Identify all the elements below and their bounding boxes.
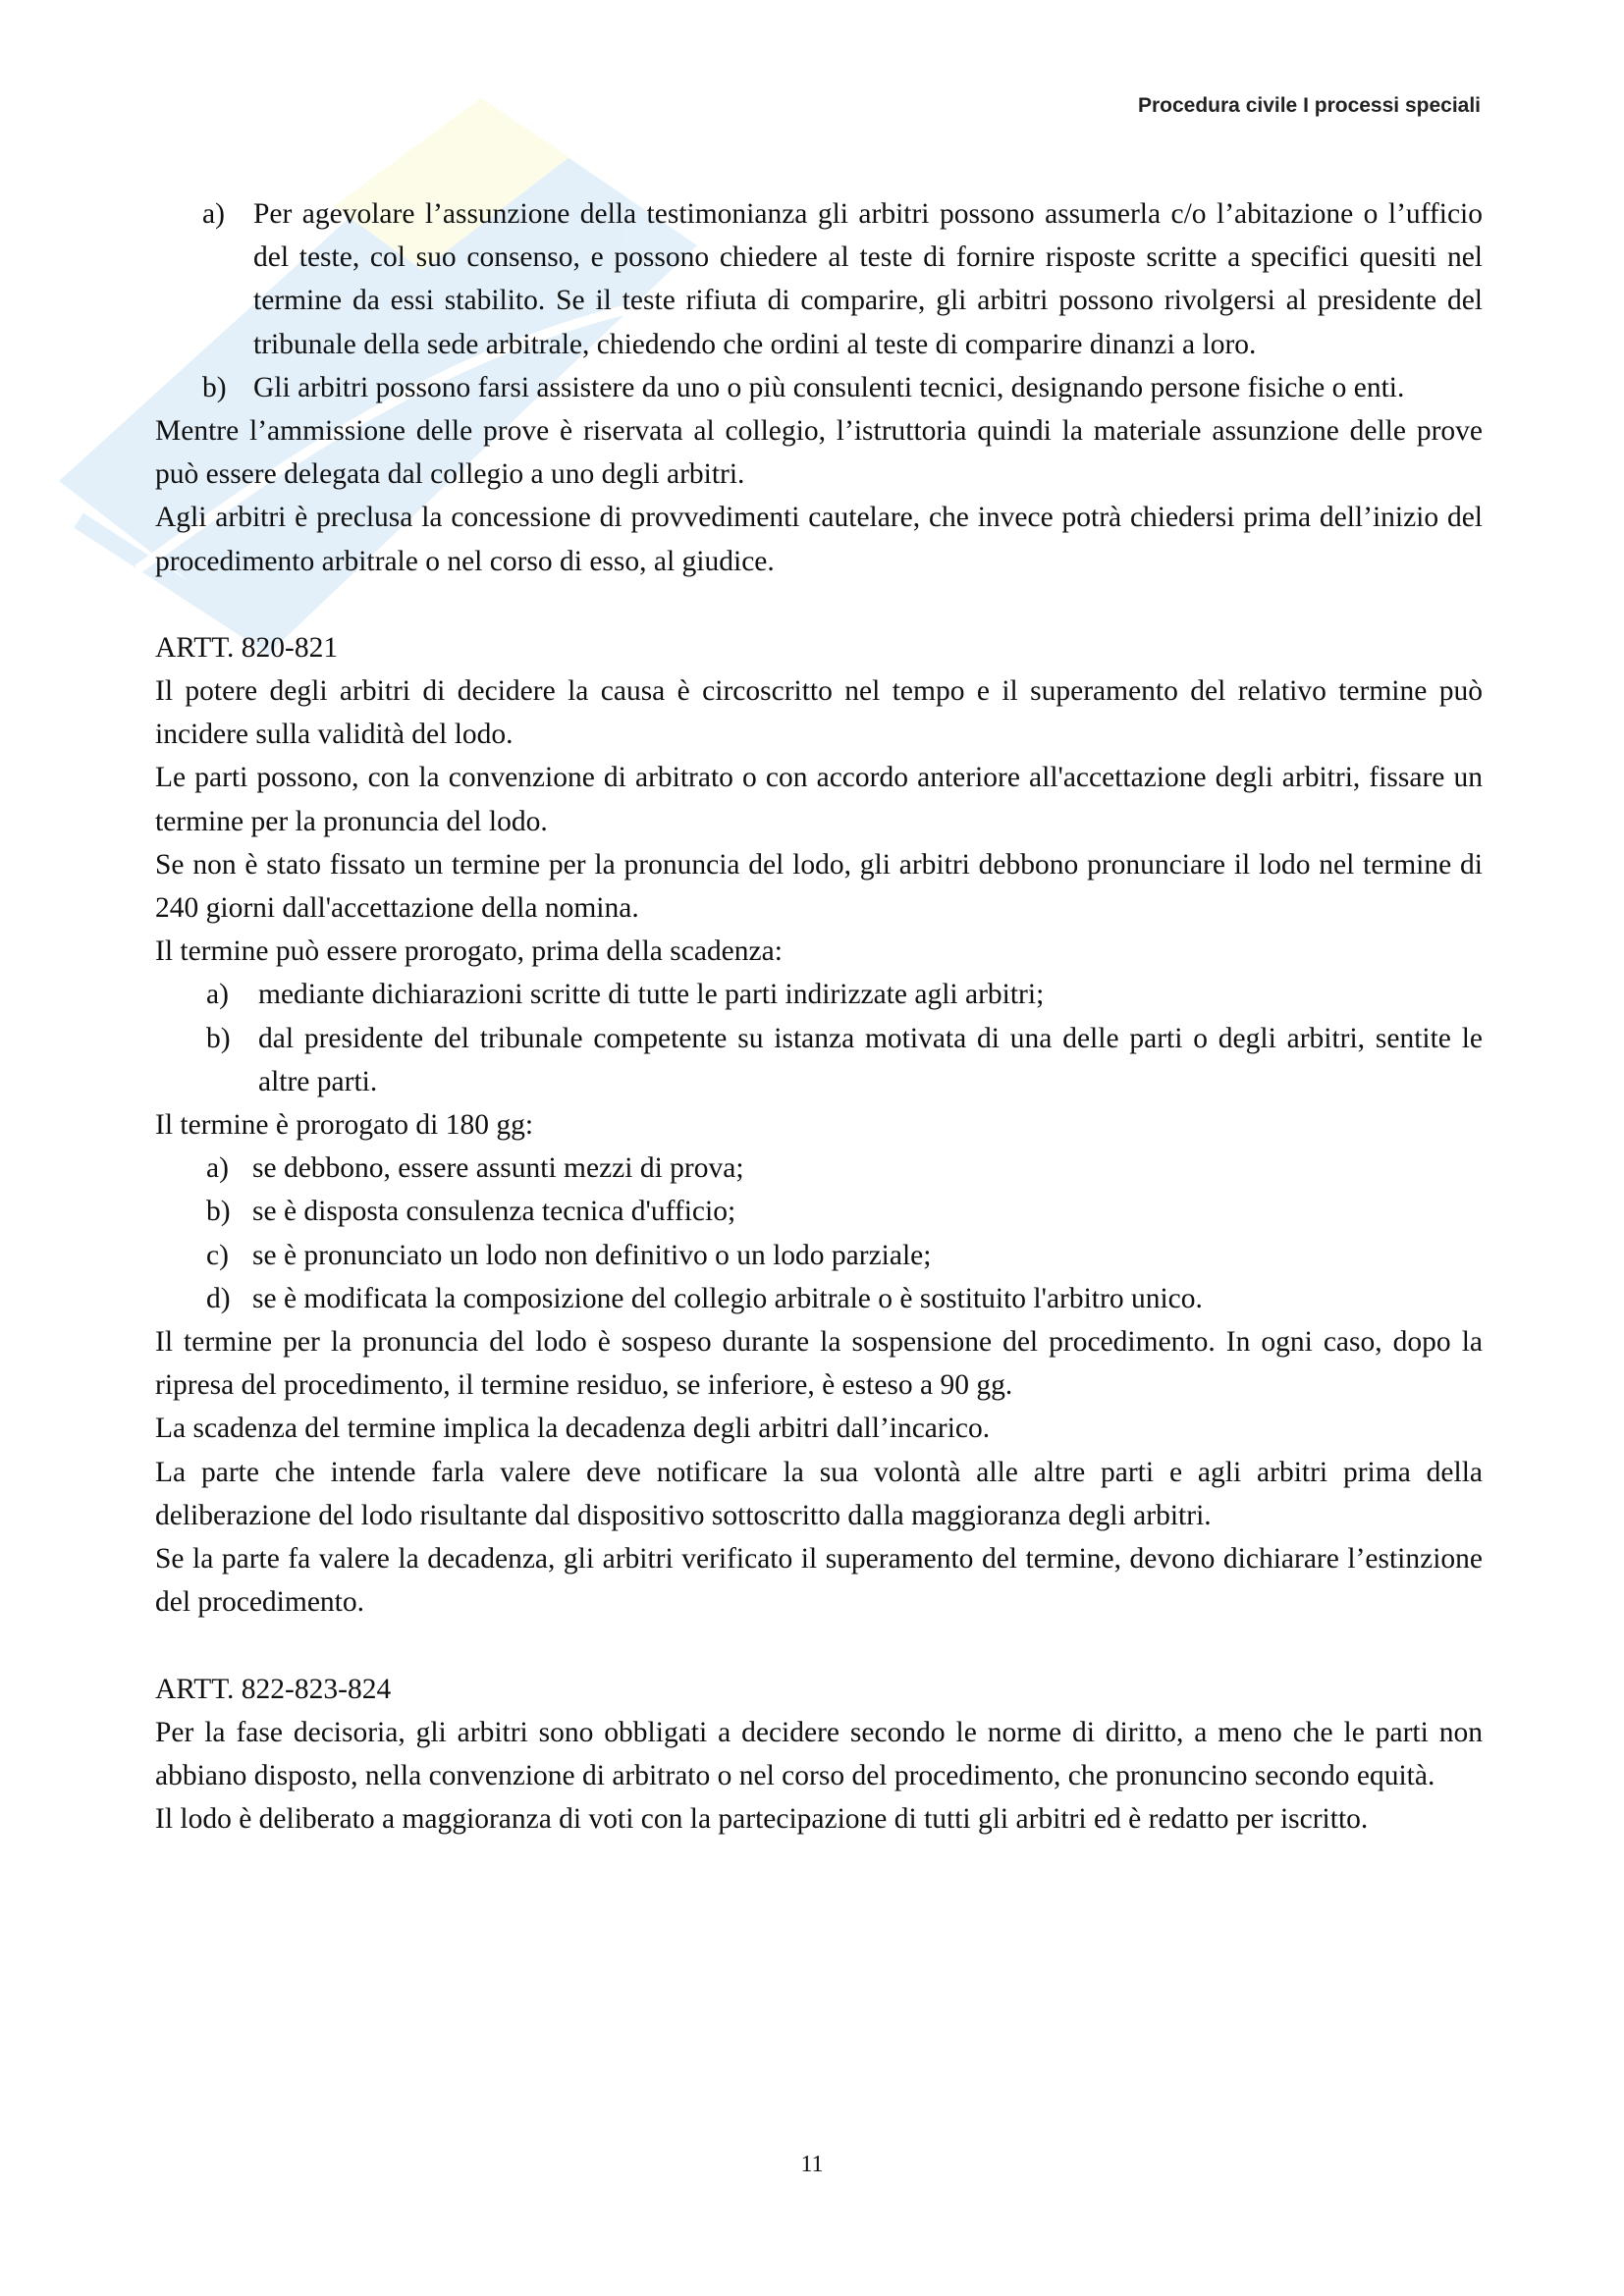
- paragraph: Per la fase decisoria, gli arbitri sono obbligati a decidere secondo le norme di diritto, a meno che le parti non abbiano disposto, nella convenzione di arbitrato o nel corso del procedimento, che pronuncino secondo equità.: [155, 1716, 1483, 1791]
- list-marker: b): [206, 1022, 231, 1054]
- list-text: Per agevolare l’assunzione della testimonianza gli arbitri possono assumerla c/o l’abitazione o l’ufficio del teste, col suo consenso, e possono chiedere al teste di fornire risposte scritte a specifici quesiti nel termine da essi stabilito. Se il teste rifiuta di comparire, gli arbitri possono rivolgersi al presidente del tribunale della sede arbitrale, chiedendo che ordini al teste di comparire dinanzi a loro.: [253, 198, 1483, 360]
- list-marker: a): [206, 979, 229, 1011]
- list-item: [155, 192, 1483, 366]
- paragraph: Mentre l’ammissione delle prove è riservata al collegio, l’istruttoria quindi la materiale assunzione delle prove può essere delegata dal collegio a uno degli arbitri.: [155, 415, 1483, 491]
- running-header: Procedura civile I processi speciali: [1137, 94, 1481, 117]
- spacer: [155, 583, 1483, 626]
- extension-list: [155, 973, 1483, 1103]
- list-text: se debbono, essere assunti mezzi di prova;: [252, 1152, 744, 1185]
- list-text: se è pronunciato un lodo non definitivo o un lodo parziale;: [252, 1239, 932, 1271]
- prorogation-list: [155, 1147, 1483, 1320]
- paragraph: Il lodo è deliberato a maggioranza di voti con la partecipazione di tutti gli arbitri ed è redatto per iscritto.: [155, 1803, 1369, 1836]
- list-text: dal presidente del tribunale competente su istanza motivata di una delle parti o degli arbitri, sentite le altre parti.: [258, 1022, 1483, 1097]
- paragraph: Se la parte fa valere la decadenza, gli arbitri verificato il superamento del termine, devono dichiarare l’estinzione del procedimento.: [155, 1543, 1483, 1619]
- list-item: [155, 1017, 1483, 1103]
- list-marker: a): [206, 1152, 229, 1185]
- list-item: [155, 1277, 1483, 1320]
- paragraph: Le parti possono, con la convenzione di arbitrato o con accordo anteriore all'accettazione degli arbitri, fissare un termine per la pronuncia del lodo.: [155, 762, 1483, 837]
- page-content: [155, 192, 1483, 1841]
- list-marker: b): [206, 1196, 231, 1228]
- list-text: mediante dichiarazioni scritte di tutte le parti indirizzate agli arbitri;: [258, 979, 1045, 1011]
- list-item: [155, 1147, 1483, 1190]
- paragraph: Il termine per la pronuncia del lodo è sospeso durante la sospensione del procedimento. In ogni caso, dopo la ripresa del procedimento, il termine residuo, se inferiore, è esteso a 90 gg.: [155, 1326, 1483, 1402]
- list-item: [155, 1190, 1483, 1233]
- paragraph: Il termine può essere prorogato, prima della scadenza:: [155, 935, 783, 968]
- spacer: [155, 1625, 1483, 1668]
- paragraph: Il termine è prorogato di 180 gg:: [155, 1109, 534, 1142]
- paragraph: Agli arbitri è preclusa la concessione di provvedimenti cautelare, che invece potrà chiedersi prima dell’inizio del procedimento arbitrale o nel corso di esso, al giudice.: [155, 502, 1483, 577]
- list-text: Gli arbitri possono farsi assistere da uno o più consulenti tecnici, designando persone fisiche o enti.: [253, 371, 1405, 403]
- paragraph: Se non è stato fissato un termine per la pronuncia del lodo, gli arbitri debbono pronunciare il lodo nel termine di 240 giorni dall'accettazione della nomina.: [155, 848, 1483, 925]
- paragraph: La scadenza del termine implica la decadenza degli arbitri dall’incarico.: [155, 1413, 991, 1445]
- list-marker: d): [206, 1282, 231, 1314]
- paragraph: Il potere degli arbitri di decidere la causa è circoscritto nel tempo e il superamento del relativo termine può incidere sulla validità del lodo.: [155, 675, 1483, 751]
- list-marker: b): [202, 371, 227, 403]
- list-item: [155, 1234, 1483, 1277]
- section-heading: ARTT. 820-821: [155, 631, 339, 664]
- page-number: 11: [800, 2152, 824, 2177]
- list-marker: c): [206, 1239, 229, 1271]
- evidence-list: [155, 192, 1483, 409]
- section-heading: ARTT. 822-823-824: [155, 1673, 392, 1705]
- paragraph: La parte che intende farla valere deve notificare la sua volontà alle altre parti e agli arbitri prima della deliberazione del lodo risultante dal dispositivo sottoscritto dalla maggioranza degli arbitri.: [155, 1456, 1483, 1531]
- list-marker: a): [202, 198, 225, 230]
- list-item: [155, 973, 1483, 1016]
- list-text: se è modificata la composizione del collegio arbitrale o è sostituito l'arbitro unico.: [252, 1282, 1203, 1314]
- list-item: [155, 366, 1483, 409]
- list-text: se è disposta consulenza tecnica d'ufficio;: [252, 1196, 736, 1228]
